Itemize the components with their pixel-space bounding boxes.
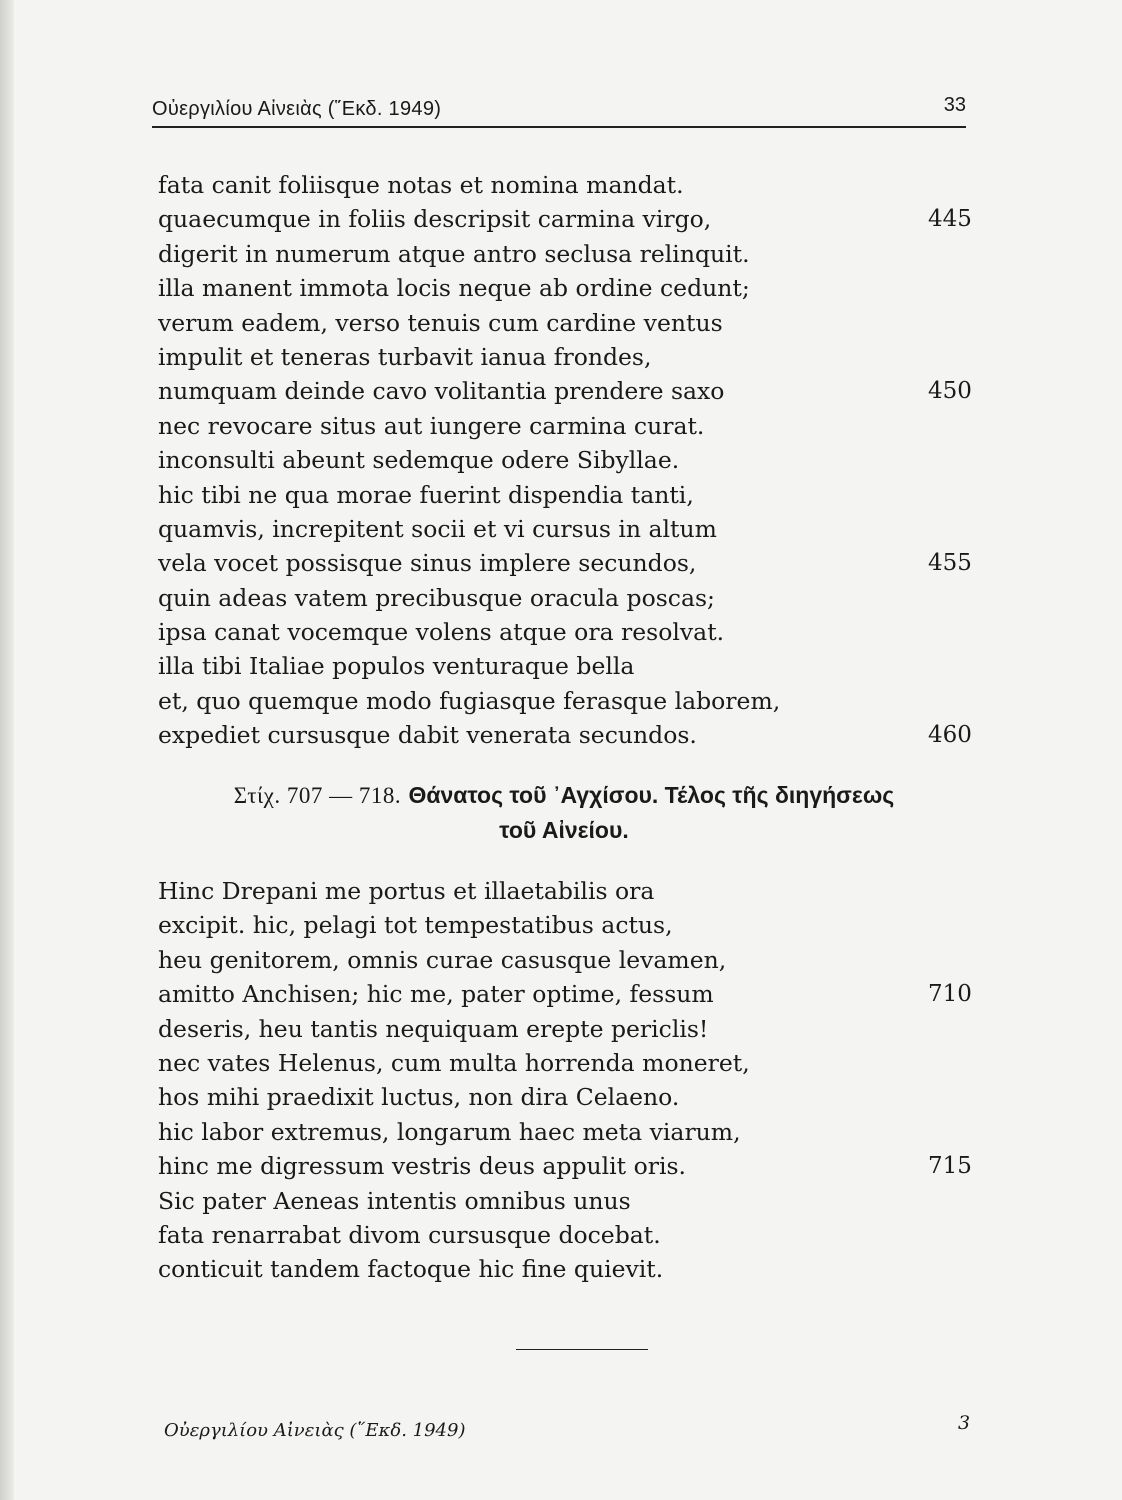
verse-line [158,202,978,236]
verse-line [158,374,978,408]
verse-line [158,1218,978,1252]
verse-text: hic labor extremus, longarum haec meta viarum, [158,1117,741,1146]
verse-text: vela vocet possisque sinus implere secundos, [158,549,697,578]
verse-text: hinc me digressum vestris deus appulit oris. [158,1152,687,1181]
verse-line [158,977,978,1011]
verse-text: ipsa canat vocemque volens atque ora resolvat. [158,618,725,647]
verse-text: hic tibi ne qua morae fuerint dispendia tanti, [158,480,694,509]
verse-text: conticuit tandem factoque hic fine quievit. [158,1255,664,1284]
verse-text: impulit et teneras turbavit ianua frondes, [158,342,652,371]
verse-text: verum eadem, verso tenuis cum cardine ventus [158,308,723,337]
verse-text: inconsulti abeunt sedemque odere Sibyllae. [158,446,680,475]
verse-line [158,1012,978,1046]
verse-text: nec vates Helenus, cum multa horrenda moneret, [158,1048,750,1077]
verse-text: amitto Anchisen; hic me, pater optime, fessum [158,980,714,1009]
section-heading [158,778,970,848]
verse-text: quaecumque in foliis descripsit carmina virgo, [158,205,712,234]
running-header [152,94,966,128]
page-edge [0,0,14,1500]
verse-line [158,546,978,580]
verse-text: illa tibi Italiae populos venturaque bella [158,652,635,681]
line-number: 445 [928,206,972,233]
verse-line [158,908,978,942]
line-number: 710 [928,981,972,1008]
verse-line [158,718,978,752]
verse-line [158,615,978,649]
verse-text: Hinc Drepani me portus et illaetabilis ora [158,877,655,905]
line-number: 455 [928,550,972,577]
line-number: 715 [928,1153,972,1180]
verse-line [158,581,978,615]
line-number: 450 [928,378,972,405]
signature-mark: 3 [958,1412,971,1434]
verse-text: fata canit foliisque notas et nomina mandat. [158,171,684,199]
verse-line [158,649,978,683]
verse-line [158,684,978,718]
verse-line [158,1115,978,1149]
verse-text: illa manent immota locis neque ab ordine cedunt; [158,274,750,303]
verse-line [158,237,978,271]
line-number: 460 [928,722,972,749]
verse-text: quamvis, increpitent socii et vi cursus in altum [158,514,717,543]
page-number: 33 [943,94,966,116]
section-title-line1: Θάνατος τοῦ ᾿Αγχίσου. Τέλος τῆς διηγήσεως [408,782,895,808]
verse-line [158,943,978,977]
verse-text: numquam deinde cavo volitantia prendere saxo [158,377,725,406]
verse-text: excipit. hic, pelagi tot tempestatibus actus, [158,911,673,940]
verse-line [158,478,978,512]
verse-text: deseris, heu tantis nequiquam erepte periclis! [158,1014,709,1043]
verse-line [158,1080,978,1114]
verse-text: heu genitorem, omnis curae casusque levamen, [158,945,727,974]
verse-text: fata renarrabat divom cursusque docebat. [158,1220,661,1249]
verse-text: expediet cursusque dabit venerata secundos. [158,721,697,750]
verse-line [158,443,978,477]
verse-text: hos mihi praedixit luctus, non dira Celaeno. [158,1083,680,1112]
verse-line [158,512,978,546]
verse-text: Sic pater Aeneas intentis omnibus unus [158,1186,631,1215]
verse-block-1 [158,168,978,753]
section-title-line2: τοῦ Αἰνείου. [499,817,629,843]
end-rule [516,1349,648,1350]
verse-text: quin adeas vatem precibusque oracula poscas; [158,583,715,612]
verse-line [158,1149,978,1183]
verse-line [158,1252,978,1286]
header-title: Οὐεργιλίου Αἰνειὰς (῞Εκδ. 1949) [152,98,442,120]
verse-line [158,271,978,305]
verse-text: digerit in numerum atque antro seclusa relinquit. [158,239,750,268]
verse-line [158,306,978,340]
verse-text: et, quo quemque modo fugiasque ferasque laborem, [158,686,781,715]
footer-title: Οὐεργιλίου Αἰνειὰς (῞Εκδ. 1949) [164,1420,466,1441]
verse-line [158,340,978,374]
verse-line [158,168,978,202]
verse-line [158,874,978,908]
verse-line [158,1046,978,1080]
verse-block-2 [158,874,978,1287]
verse-line [158,1184,978,1218]
verse-text: nec revocare situs aut iungere carmina curat. [158,411,705,440]
verse-range: Στίχ. 707 — 718. [233,783,402,808]
verse-line [158,409,978,443]
